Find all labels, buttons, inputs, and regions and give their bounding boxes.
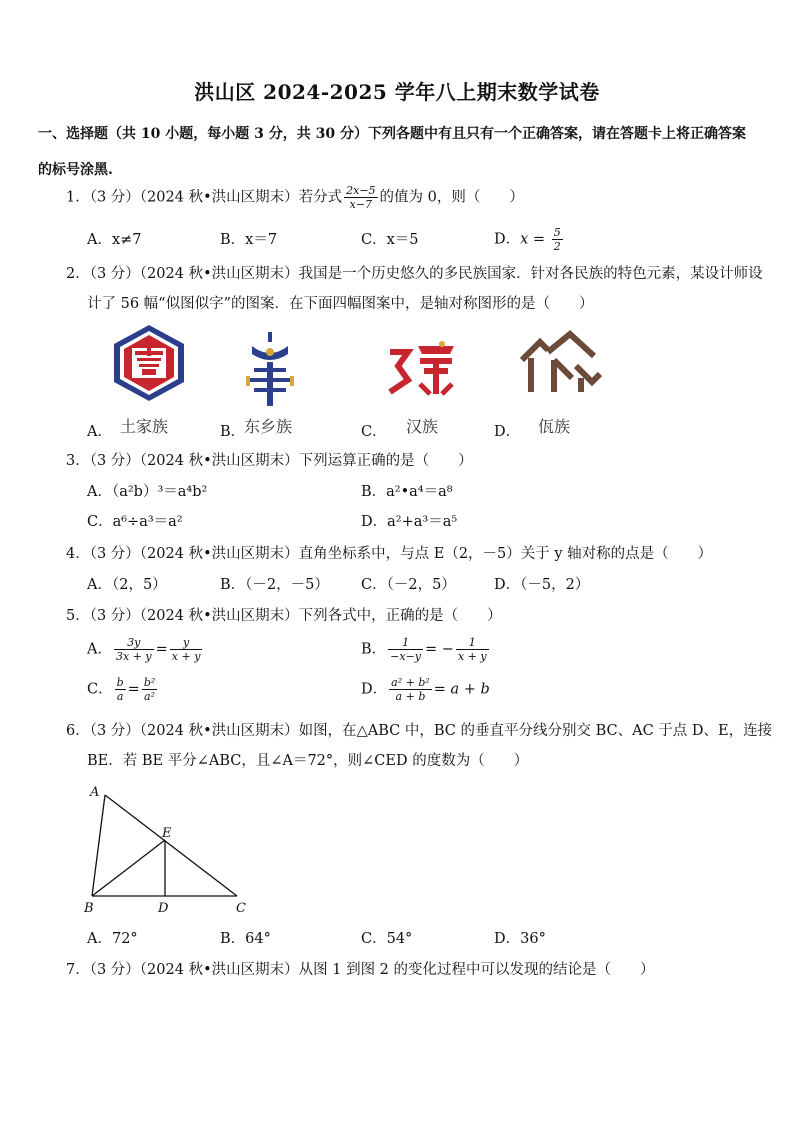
q6-option-d: D．36°: [494, 931, 546, 947]
q5-b-d1: −x−y: [390, 650, 422, 663]
point-label-e: E: [162, 826, 172, 841]
q1-option-d-den: 2: [553, 240, 561, 253]
q6-line-2: BE．若 BE 平分∠ABC，且∠A＝72°，则∠CED 的度数为（ ）: [87, 753, 529, 769]
q6-option-c: C．54°: [361, 931, 413, 947]
point-label-d: D: [158, 901, 169, 916]
q5-b-n1: 1: [388, 636, 423, 650]
q5-b-d2: x + y: [457, 650, 487, 663]
q5-option-d: [361, 676, 490, 703]
q2-caption-d: 佤族: [538, 417, 571, 436]
q1-option-d-frac: [552, 226, 563, 253]
q2-caption-c: 汉族: [406, 417, 439, 436]
q6-option-b: B．64°: [220, 931, 271, 947]
q1-option-d: [494, 226, 565, 253]
q3-option-b: B．a²•a⁴＝a⁸: [361, 484, 453, 500]
exam-title: 洪山区 2024-2025 学年八上期末数学试卷: [194, 80, 600, 104]
q1-option-a: A．x≠7: [87, 232, 142, 248]
q2-caption-a: 土家族: [120, 417, 169, 436]
point-label-c: C: [236, 901, 246, 916]
q5-c-d2: a²: [144, 690, 156, 703]
q5-c-n2: b²: [143, 676, 156, 689]
han-emblem-icon: [384, 340, 460, 400]
q5-a-eq: =: [155, 641, 168, 658]
q5-d-eq: = a + b: [433, 681, 490, 698]
q5-d-n1: a² + b²: [391, 676, 430, 689]
q5-c-frac-1: [115, 676, 126, 703]
q5-a-n2: y: [170, 636, 203, 650]
q5-a-d1: 3x + y: [115, 650, 152, 663]
q5-c-frac-2: [142, 676, 157, 703]
q2-label-c: C．: [361, 424, 387, 440]
q2-line-1: 2．（3 分）（2024 秋•洪山区期末）我国是一个历史悠久的多民族国家．针对各民族的特色元素，某设计师设: [66, 266, 763, 282]
q1-option-d-num: 5: [553, 226, 561, 239]
triangle-abc-figure: [80, 780, 260, 920]
q5-option-c: [87, 676, 159, 703]
q6-line-1: 6．（3 分）（2024 秋•洪山区期末）如图，在△ABC 中，BC 的垂直平分线分别交 BC、AC 于点 D、E，连接: [66, 723, 773, 739]
q6-option-a: A．72°: [87, 931, 138, 947]
q5-c-label: C．: [87, 681, 113, 698]
q4-stem: 4．（3 分）（2024 秋•洪山区期末）直角坐标系中，与点 E（2，－5）关于 y 轴对称的点是（ ）: [66, 546, 713, 562]
q5-a-d2: x + y: [171, 650, 201, 663]
q2-caption-b: 东乡族: [244, 417, 293, 436]
q1-stem-suffix: 的值为 0，则（ ）: [379, 189, 524, 206]
q5-b-eq: = −: [425, 641, 454, 658]
question-1: [66, 184, 524, 211]
q5-a-frac-2: [170, 636, 203, 663]
q5-c-n1: b: [116, 676, 124, 689]
q5-b-frac-2: [456, 636, 489, 663]
q1-frac-den: x−7: [349, 198, 373, 211]
dongxiang-emblem-icon: [240, 332, 300, 408]
q3-option-c: C．a⁶÷a³＝a²: [87, 514, 183, 530]
q1-option-d-label: D．: [494, 231, 521, 248]
q5-a-n1: 3y: [114, 636, 154, 650]
q1-option-b: B．x＝7: [220, 232, 278, 248]
q5-c-eq: =: [127, 681, 140, 698]
q5-d-d1: a + b: [395, 690, 426, 703]
q4-option-a: A．（2，5）: [87, 577, 167, 593]
q5-stem: 5．（3 分）（2024 秋•洪山区期末）下列各式中，正确的是（ ）: [66, 608, 502, 624]
q1-stem-prefix: 1．（3 分）（2024 秋•洪山区期末）若分式: [66, 189, 343, 206]
q5-option-b: [361, 636, 491, 663]
q5-b-frac-1: [388, 636, 423, 663]
q2-label-d: D．: [494, 424, 521, 440]
wa-emblem-icon: [518, 330, 604, 396]
q5-b-label: B．: [361, 641, 387, 658]
q3-option-a: A．（a²b）³＝a⁴b²: [87, 484, 208, 500]
q2-line-2: 计了 56 幅“似图似字”的图案．在下面四幅图案中，是轴对称图形的是（ ）: [87, 296, 594, 312]
q1-fraction: [344, 184, 377, 211]
q5-b-n2: 1: [456, 636, 489, 650]
section-heading: 一、选择题（共 10 小题，每小题 3 分，共 30 分）下列各题中有且只有一个正确答案，请在答题卡上将正确答案的标号涂黑.: [38, 126, 746, 178]
q4-option-d: D．（－5，2）: [494, 577, 590, 593]
point-label-b: B: [84, 901, 94, 916]
q5-c-d1: a: [116, 690, 124, 703]
q2-label-b: B．: [220, 424, 246, 440]
q1-frac-num: 2x−5: [346, 184, 376, 197]
q5-a-label: A．: [87, 641, 112, 658]
q3-stem: 3．（3 分）（2024 秋•洪山区期末）下列运算正确的是（ ）: [66, 453, 473, 469]
q1-option-d-lhs: x =: [520, 231, 550, 248]
q4-option-c: C．（－2，5）: [361, 577, 456, 593]
point-label-a: A: [90, 785, 100, 800]
q4-option-b: B．（－2，－5）: [220, 577, 329, 593]
q5-d-label: D．: [361, 681, 388, 698]
q1-option-c: C．x＝5: [361, 232, 419, 248]
q3-option-d: D．a²+a³＝a⁵: [361, 514, 458, 530]
q5-a-frac-1: [114, 636, 154, 663]
q2-label-a: A．: [87, 424, 112, 440]
tujia-emblem-icon: [108, 322, 190, 404]
q7-stem: 7．（3 分）（2024 秋•洪山区期末）从图 1 到图 2 的变化过程中可以发现的结论是（ ）: [66, 962, 655, 978]
q5-d-frac-1: [389, 676, 432, 703]
q5-option-a: [87, 636, 204, 663]
